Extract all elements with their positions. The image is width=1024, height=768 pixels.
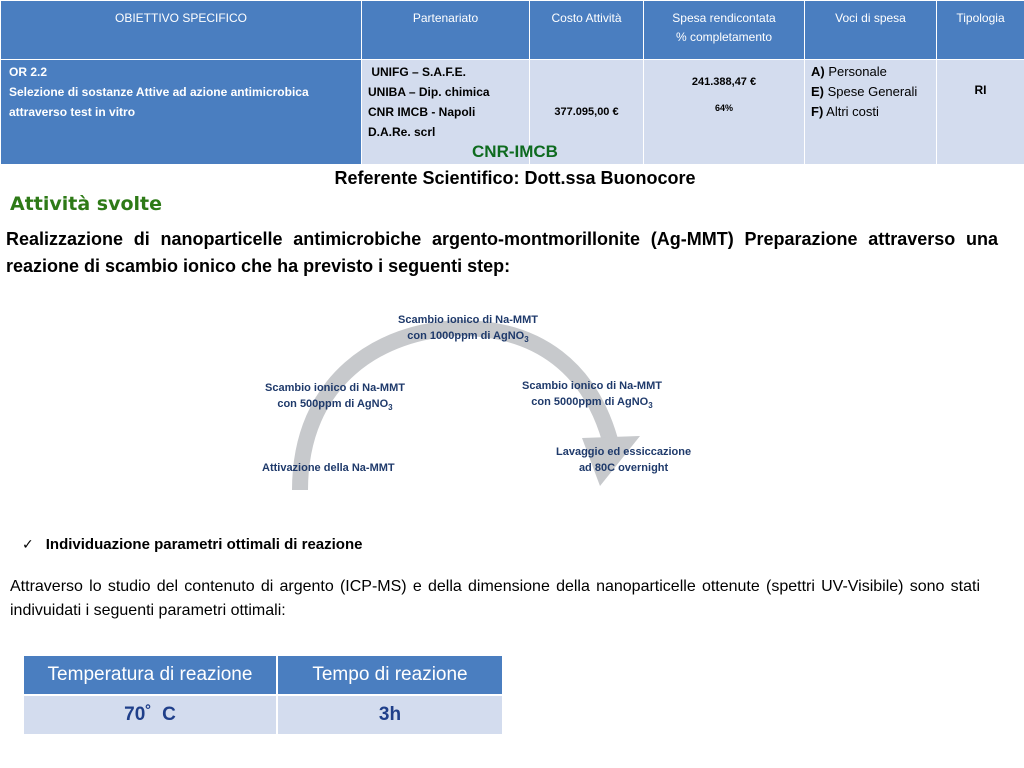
checkmark-icon: ✓ — [22, 536, 34, 552]
header-completion-label: % completamento — [675, 30, 773, 44]
expense-item: A) Personale — [811, 64, 887, 79]
project-summary-table — [0, 0, 1024, 165]
header-type: Tipologia — [937, 1, 1024, 60]
header-temperature: Temperatura di reazione — [23, 655, 277, 695]
results-paragraph: Attraverso lo studio del contenuto di argento (ICP-MS) e della dimensione della nanoparticelle ottenute (spettri UV-Visibile) sono stati indivuidati i seguenti parametri ottimali: — [10, 578, 980, 619]
partner-item: UNIBA – Dip. chimica — [368, 85, 490, 99]
header-partnership: Partenariato — [362, 1, 530, 60]
process-diagram — [0, 300, 1024, 500]
objective-code: OR 2.2 — [9, 65, 48, 79]
section-title: Attività svolte — [10, 193, 163, 215]
header-cost: Costo Attività — [530, 1, 644, 60]
header-spent-label: Spesa rendicontata — [672, 11, 776, 25]
partner-item: D.A.Re. scrl — [368, 125, 436, 139]
bullet-item — [22, 536, 362, 553]
step-exchange-5000ppm: Scambio ionico di Na-MMT con 5000ppm di AgNO$_3$ — [522, 380, 662, 411]
header-time: Tempo di reazione — [277, 655, 503, 695]
header-expense-items: Voci di spesa — [805, 1, 937, 60]
step-exchange-1000ppm: Scambio ionico di Na-MMT con 1000ppm di AgNO$_3$ — [398, 314, 538, 345]
time-value: 3h — [277, 695, 503, 735]
organization-title: CNR-IMCB — [472, 142, 558, 161]
cost-value: 377.095,00 € — [554, 106, 619, 118]
step-washing-drying: Lavaggio ed essiccazione ad 80C overnight — [556, 446, 692, 474]
partner-item: UNIFG – S.A.F.E. — [368, 65, 467, 79]
optimal-parameters-table — [22, 654, 504, 736]
expense-item: F) Altri costi — [811, 104, 879, 119]
intro-paragraph: Realizzazione di nanoparticelle antimicrobiche argento-montmorillonite (Ag-MMT) Preparazione attraverso una reazione di scambio ionico che ha previsto i seguenti step: — [6, 229, 998, 276]
header-objective: OBIETTIVO SPECIFICO — [1, 1, 362, 60]
expense-item: E) Spese Generali — [811, 84, 918, 99]
bullet-text: Individuazione parametri ottimali di reazione — [45, 536, 363, 553]
temperature-value: 70˚ C — [23, 695, 277, 735]
spent-value: 241.388,47 € — [691, 76, 757, 88]
step-activation: Attivazione della Na-MMT — [262, 462, 395, 474]
param-header-row — [23, 655, 503, 695]
scientific-referent: Referente Scientifico: Dott.ssa Buonocore — [334, 168, 696, 188]
completion-value: 64% — [714, 103, 733, 113]
step-exchange-500ppm: Scambio ionico di Na-MMT con 500ppm di AgNO$_3$ — [265, 382, 405, 413]
partner-item: CNR IMCB - Napoli — [368, 105, 476, 119]
header-spent — [644, 1, 805, 60]
summary-header-row — [1, 1, 1024, 60]
param-value-row — [23, 695, 503, 735]
type-value: RI — [974, 83, 987, 97]
objective-description: Selezione di sostanze Attive ad azione antimicrobica attraverso test in vitro — [9, 85, 309, 119]
